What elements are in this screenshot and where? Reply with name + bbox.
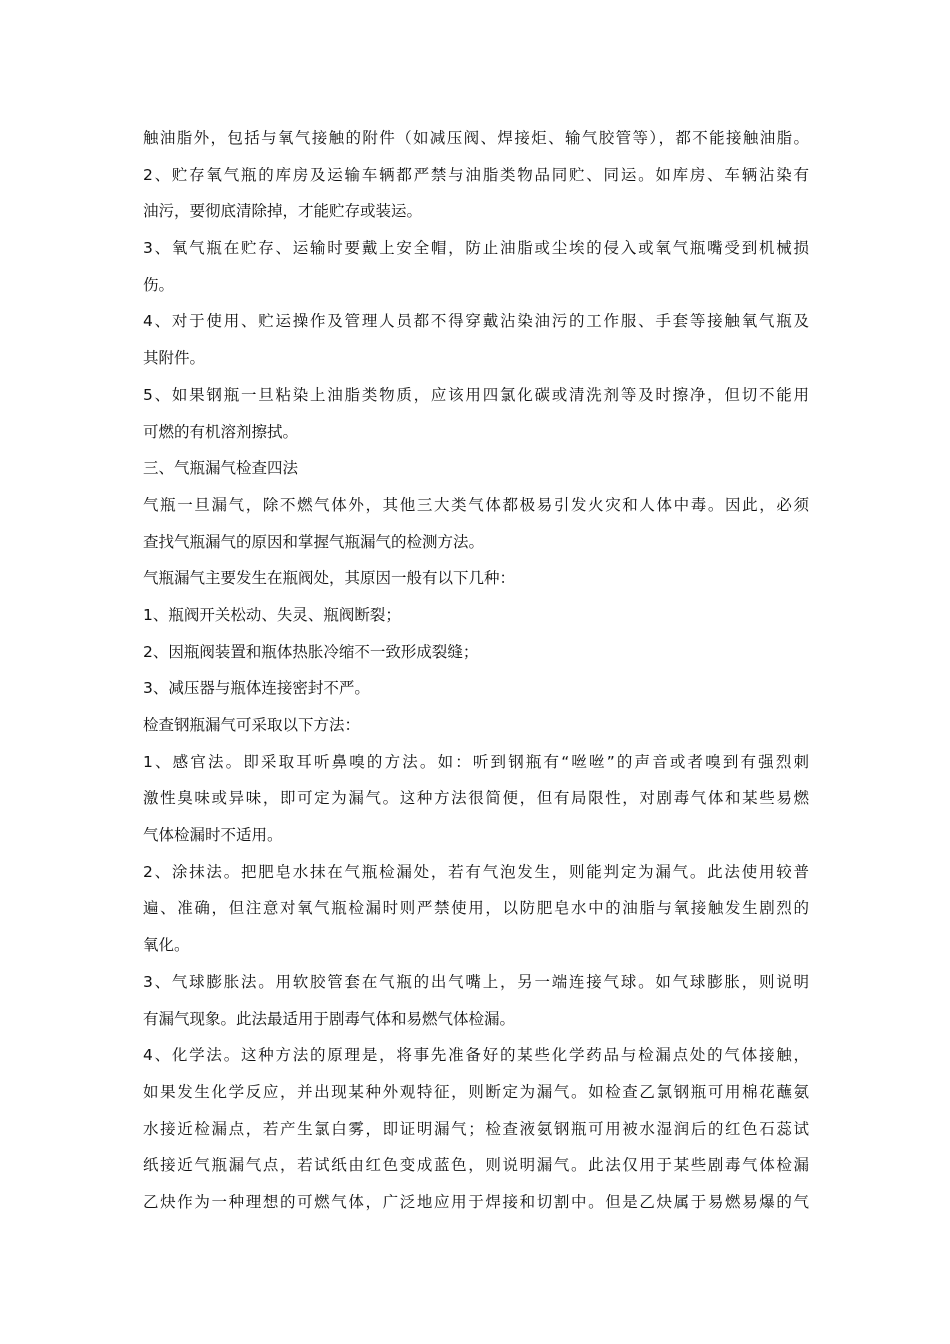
text-line: 查找气瓶漏气的原因和掌握气瓶漏气的检测方法。: [143, 532, 485, 551]
text-line: 5、如果钢瓶一旦粘染上油脂类物质，应该用四氯化碳或清洗剂等及时擦净，但切不能用: [143, 385, 809, 404]
text-line: 4、化学法。这种方法的原理是，将事先准备好的某些化学药品与检漏点处的气体接触，: [143, 1046, 809, 1065]
section-heading: 三、气瓶漏气检查四法: [143, 459, 299, 478]
list-item: 3、减压器与瓶体连接密封不严。: [143, 679, 370, 698]
text-line: 乙炔作为一种理想的可燃气体，广泛地应用于焊接和切割中。但是乙炔属于易燃易爆的气: [143, 1192, 809, 1211]
text-line: 遍、准确，但注意对氧气瓶检漏时则严禁使用，以防肥皂水中的油脂与氧接触发生剧烈的: [143, 899, 809, 918]
list-item: 1、瓶阀开关松动、失灵、瓶阀断裂；: [143, 605, 401, 624]
text-line: 3、气球膨胀法。用软胶管套在气瓶的出气嘴上，另一端连接气球。如气球膨胀，则说明: [143, 972, 809, 991]
text-line: 4、对于使用、贮运操作及管理人员都不得穿戴沾染油污的工作服、手套等接触氧气瓶及: [143, 312, 809, 331]
text-line: 氧化。: [143, 936, 190, 955]
text-line: 其附件。: [143, 349, 206, 368]
text-line: 2、涂抹法。把肥皂水抹在气瓶检漏处，若有气泡发生，则能判定为漏气。此法使用较普: [143, 862, 809, 881]
text-line: 触油脂外，包括与氧气接触的附件（如减压阀、焊接炬、输气胶管等），都不能接触油脂。: [143, 129, 809, 147]
text-line: 激性臭味或异味，即可定为漏气。这种方法很简便，但有局限性，对剧毒气体和某些易燃: [143, 789, 809, 808]
list-item: 2、因瓶阀装置和瓶体热胀冷缩不一致形成裂缝；: [143, 642, 479, 661]
text-line: 3、氧气瓶在贮存、运输时要戴上安全帽，防止油脂或尘埃的侵入或氧气瓶嘴受到机械损: [143, 239, 809, 258]
text-line: 检查钢瓶漏气可采取以下方法：: [143, 716, 361, 734]
text-line: 油污，要彻底清除掉，才能贮存或装运。: [143, 202, 423, 221]
text-line: 伤。: [143, 275, 175, 294]
text-line: 纸接近气瓶漏气点，若试纸由红色变成蓝色，则说明漏气。此法仅用于某些剧毒气体检漏: [143, 1156, 809, 1175]
text-line: 气瓶漏气主要发生在瓶阀处，其原因一般有以下几种：: [143, 569, 516, 588]
document-body: [143, 120, 809, 1221]
text-line: 1、感官法。即采取耳听鼻嗅的方法。如：听到钢瓶有“咝咝”的声音或者嗅到有强烈刺: [143, 752, 809, 771]
text-line: 水接近检漏点，若产生氯白雾，即证明漏气；检查液氨钢瓶可用被水湿润后的红色石蕊试: [143, 1119, 809, 1138]
text-line: 气体检漏时不适用。: [143, 826, 283, 845]
text-line: 可燃的有机溶剂擦拭。: [143, 422, 299, 441]
text-line: 有漏气现象。此法最适用于剧毒气体和易燃气体检漏。: [143, 1009, 516, 1028]
text-line: 2、贮存氧气瓶的库房及运输车辆都严禁与油脂类物品同贮、同运。如库房、车辆沾染有: [143, 165, 809, 184]
text-line: 如果发生化学反应，并出现某种外观特征，则断定为漏气。如检查乙氯钢瓶可用棉花蘸氨: [143, 1082, 809, 1101]
text-line: 气瓶一旦漏气，除不燃气体外，其他三大类气体都极易引发火灾和人体中毒。因此，必须: [143, 495, 809, 514]
